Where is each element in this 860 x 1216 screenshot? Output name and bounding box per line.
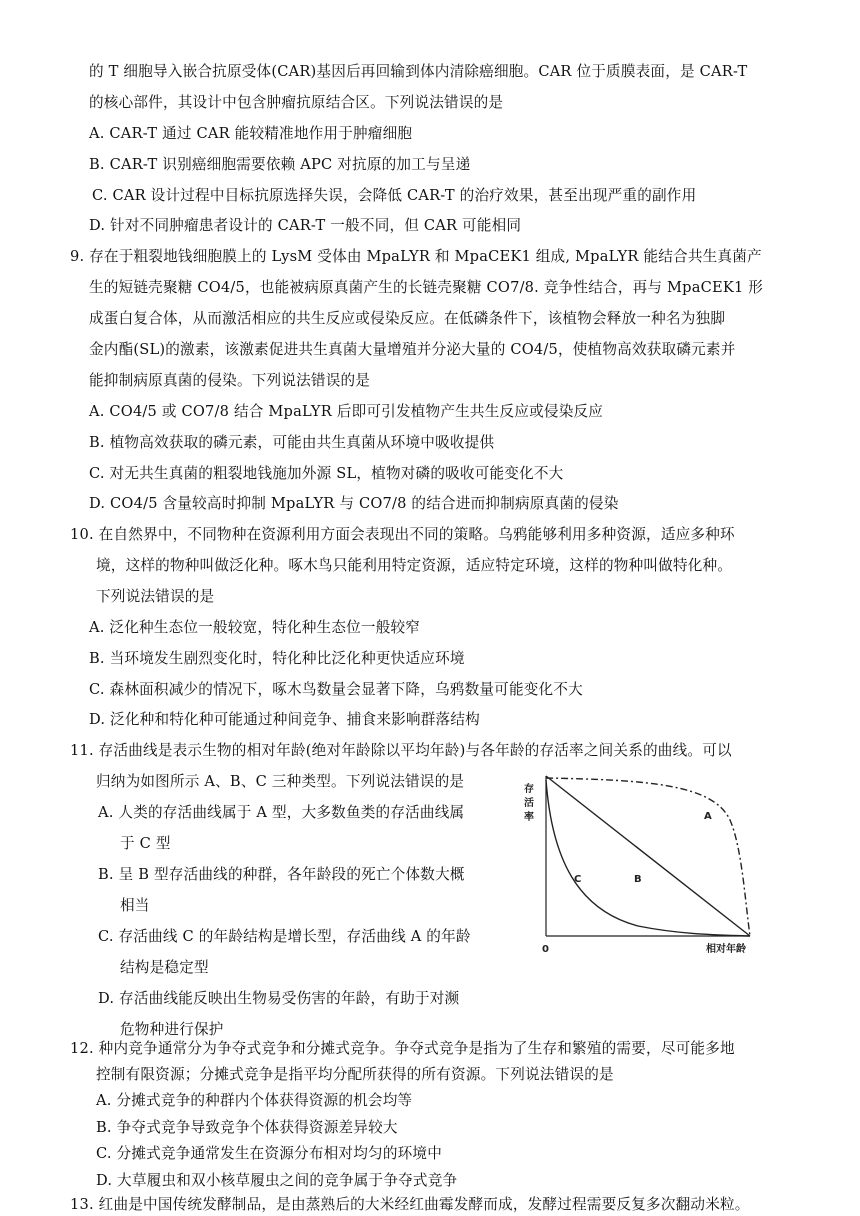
q12-option-b: B. 争夺式竞争导致竞争个体获得资源差异较大 [96,1119,398,1136]
q9-stem-line: 金内酯(SL)的激素，该激素促进共生真菌大量增殖并分泌大量的 CO4/5，使植物高效获取磷元素并 [89,341,736,358]
origin-label: 0 [542,944,549,955]
q12-option-a: A. 分摊式竞争的种群内个体获得资源的机会均等 [96,1092,413,1109]
q10-stem-line: 10. 在自然界中，不同物种在资源利用方面会表现出不同的策略。乌鸦能够利用多种资源，适应多种环 [70,526,735,543]
q8-option-c: C. CAR 设计过程中目标抗原选择失误，会降低 CAR-T 的治疗效果，甚至出现严重的副作用 [92,187,697,204]
curve-b [546,776,750,936]
q12-option-c: C. 分摊式竞争通常发生在资源分布相对均匀的环境中 [96,1145,442,1162]
q9-stem-line: 能抑制病原真菌的侵染。下列说法错误的是 [89,372,371,389]
q10-option-d: D. 泛化种和特化种可能通过种间竞争、捕食来影响群落结构 [89,711,480,728]
q13-stem-line: 13. 红曲是中国传统发酵制品，是由蒸熟后的大米经红曲霉发酵而成，发酵过程需要反复多次翻动米粒。 [70,1196,750,1213]
q11-stem-line: 归纳为如图所示 A、B、C 三种类型。下列说法错误的是 [96,773,465,790]
y-axis-label-char1: 存 [524,784,534,795]
q11-option-c-cont: 结构是稳定型 [120,959,209,976]
curve-a-label: A [704,811,712,822]
q10-option-b: B. 当环境发生剧烈变化时，特化种比泛化种更快适应环境 [89,650,465,667]
q8-stem-line: 的 T 细胞导入嵌合抗原受体(CAR)基因后再回输到体内清除癌细胞。CAR 位于质膜表面，是 CAR-T [89,63,748,80]
q12-stem-line: 12. 种内竞争通常分为争夺式竞争和分摊式竞争。争夺式竞争是指为了生存和繁殖的需要，尽可能多地 [70,1040,735,1057]
q10-stem-line: 境，这样的物种叫做泛化种。啄木鸟只能利用特定资源，适应特定环境，这样的物种叫做特化种。 [96,557,733,574]
q9-stem-line: 生的短链壳聚糖 CO4/5，也能被病原真菌产生的长链壳聚糖 CO7/8. 竞争性结合，再与 MpaCEK1 形 [89,279,764,296]
q12-option-d: D. 大草履虫和双小核草履虫之间的竞争属于争夺式竞争 [96,1172,458,1189]
q9-stem-line: 成蛋白复合体，从而激活相应的共生反应或侵染反应。在低磷条件下，该植物会释放一种名为独脚 [89,310,726,327]
x-axis-label: 相对年龄 [706,944,746,955]
q8-option-a: A. CAR-T 通过 CAR 能较精准地作用于肿瘤细胞 [89,125,413,142]
q11-option-b: B. 呈 B 型存活曲线的种群，各年龄段的死亡个体数大概 [98,866,465,883]
q11-option-c: C. 存活曲线 C 的年龄结构是增长型，存活曲线 A 的年龄 [98,928,471,945]
q8-option-b: B. CAR-T 识别癌细胞需要依赖 APC 对抗原的加工与呈递 [89,156,471,173]
q8-option-d: D. 针对不同肿瘤患者设计的 CAR-T 一般不同，但 CAR 可能相同 [89,217,522,234]
curve-b-label: B [634,874,642,885]
q11-option-d-cont: 危物种进行保护 [120,1021,224,1038]
q10-stem-line: 下列说法错误的是 [96,588,215,605]
q11-option-a-cont: 于 C 型 [120,835,171,852]
y-axis-label-char3: 率 [524,812,534,823]
curve-c-label: C [574,874,582,885]
q10-option-a: A. 泛化种生态位一般较宽，特化种生态位一般较窄 [89,619,421,636]
q9-option-a: A. CO4/5 或 CO7/8 结合 MpaLYR 后即可引发植物产生共生反应或侵染反应 [89,403,604,420]
q9-option-c: C. 对无共生真菌的粗裂地钱施加外源 SL，植物对磷的吸收可能变化不大 [89,465,564,482]
q10-option-c: C. 森林面积减少的情况下，啄木鸟数量会显著下降，乌鸦数量可能变化不大 [89,681,583,698]
q9-option-b: B. 植物高效获取的磷元素，可能由共生真菌从环境中吸收提供 [89,434,495,451]
q11-stem-line: 11. 存活曲线是表示生物的相对年龄(绝对年龄除以平均年龄)与各年龄的存活率之间关系的曲线。可以 [70,742,732,759]
y-axis-label-char2: 活 [524,798,534,809]
q11-option-d: D. 存活曲线能反映出生物易受伤害的年龄，有助于对濒 [98,990,460,1007]
survival-curve-figure [518,770,800,960]
q9-option-d: D. CO4/5 含量较高时抑制 MpaLYR 与 CO7/8 的结合进而抑制病原真菌的侵染 [89,495,619,512]
survival-curve-svg [518,770,800,960]
q8-stem-line: 的核心部件，其设计中包含肿瘤抗原结合区。下列说法错误的是 [89,94,504,111]
q9-stem-line: 9. 存在于粗裂地钱细胞膜上的 LysM 受体由 MpaLYR 和 MpaCEK1 组成, MpaLYR 能结合共生真菌产 [70,248,762,265]
q11-option-a: A. 人类的存活曲线属于 A 型，大多数鱼类的存活曲线属 [98,804,465,821]
q11-option-b-cont: 相当 [120,897,150,914]
q12-stem-line: 控制有限资源；分摊式竞争是指平均分配所获得的所有资源。下列说法错误的是 [96,1066,614,1083]
